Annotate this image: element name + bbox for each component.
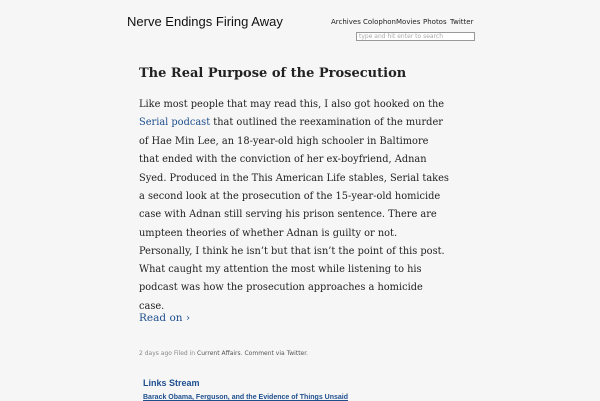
comment-twitter-link[interactable]: Comment via Twitter — [244, 350, 307, 357]
post-time: 2 days ago — [139, 350, 172, 357]
post-meta: 2 days ago Filed in Current Affairs. Comment via Twitter. — [139, 350, 309, 357]
read-on-link[interactable]: Read on › — [139, 312, 191, 324]
site-title[interactable]: Nerve Endings Firing Away — [127, 14, 283, 29]
post-paragraph-2: What caught my attention the most while listening to his podcast was how the prosecution approaches a homicide case. — [139, 264, 423, 312]
serial-podcast-link[interactable]: Serial podcast — [139, 117, 211, 129]
main-nav — [0, 18, 600, 32]
paragraph-text: that outlined the reexamination of the murder of Hae Min Lee, an 18-year-old high schooler in Baltimore that ended with the conviction of her ex-boyfriend, Adnan Syed. Produced in the This American Life stables, Serial takes a second look at the prosecution of the 15-year-old homicide case with Adnan still serving his prison sentence. There are umpteen theories of whether Adnan is guilty or not. Personally, I think he isn’t but that isn’t the point of this post. — [139, 117, 449, 258]
post-title[interactable]: The Real Purpose of the Prosecution — [139, 66, 407, 81]
links-stream-heading: Links Stream — [143, 378, 200, 388]
nav-archives[interactable]: Archives — [331, 18, 361, 26]
post-paragraph-1 — [139, 96, 449, 262]
search-input[interactable]: type and hit enter to search — [356, 32, 475, 41]
nav-colophon[interactable]: Colophon — [363, 18, 396, 26]
links-stream-item[interactable]: Barack Obama, Ferguson, and the Evidence of Things Unsaid — [143, 394, 348, 401]
nav-twitter[interactable]: Twitter — [450, 18, 474, 26]
paragraph-text: Like most people that may read this, I also got hooked on the — [139, 99, 445, 110]
nav-photos[interactable]: Photos — [423, 18, 447, 26]
nav-movies[interactable]: Movies — [396, 18, 421, 26]
filed-in-label: Filed in — [173, 350, 196, 357]
category-link[interactable]: Current Affairs — [197, 350, 241, 357]
